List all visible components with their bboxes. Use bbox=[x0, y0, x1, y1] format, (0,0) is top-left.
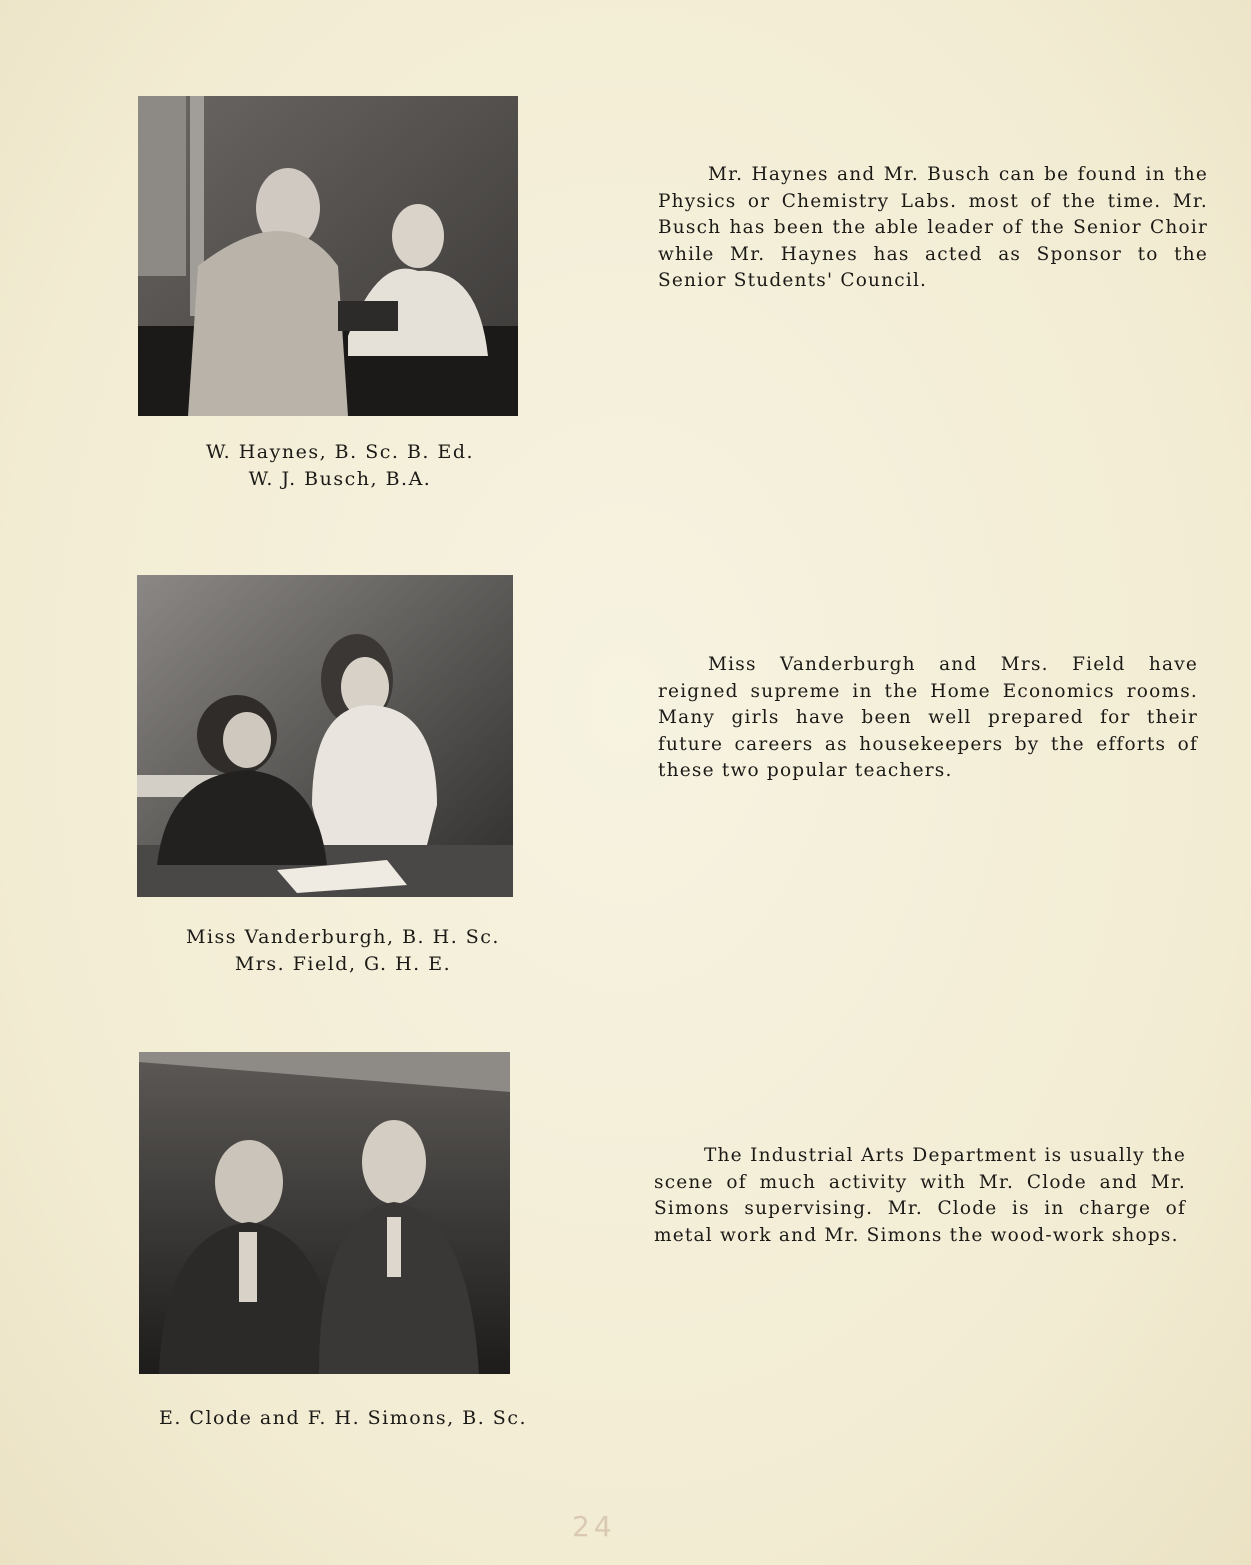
photo-two-women-desk-icon bbox=[137, 575, 513, 897]
caption-line: Miss Vanderburgh, B. H. Sc. bbox=[186, 926, 500, 948]
page-number: 24 bbox=[572, 1510, 616, 1543]
caption-clode-simons bbox=[136, 1405, 550, 1432]
caption-vanderburgh-field bbox=[136, 924, 550, 978]
photo-haynes-busch bbox=[138, 96, 518, 416]
caption-line: Mrs. Field, G. H. E. bbox=[234, 953, 452, 975]
paragraph-vanderburgh-field: Miss Vanderburgh and Mrs. Field have reigned supreme in the Home Economics rooms. Many girls have been well prepared for their future careers as housekeepers by the efforts of these two popular teachers. bbox=[658, 654, 1198, 781]
photo-two-men-shop-icon bbox=[139, 1052, 510, 1374]
caption-line: W. J. Busch, B.A. bbox=[248, 468, 432, 490]
paragraph-clode-simons: The Industrial Arts Department is usually the scene of much activity with Mr. Clode and Mr. Simons supervising. Mr. Clode is in charge of metal work and Mr. Simons the wood-work shops. bbox=[654, 1145, 1186, 1246]
photo-clode-simons bbox=[139, 1052, 510, 1374]
caption-line: W. Haynes, B. Sc. B. Ed. bbox=[205, 441, 475, 463]
caption-haynes-busch bbox=[138, 439, 542, 493]
photo-two-men-lab-icon bbox=[138, 96, 518, 416]
photo-vanderburgh-field bbox=[137, 575, 513, 897]
caption-line: E. Clode and F. H. Simons, B. Sc. bbox=[158, 1407, 528, 1429]
paragraph-haynes-busch: Mr. Haynes and Mr. Busch can be found in the Physics or Chemistry Labs. most of the time. Mr. Busch has been the able leader of the Senior Choir while Mr. Haynes has acted as Sponsor to the Senior Students' Council. bbox=[658, 164, 1208, 291]
